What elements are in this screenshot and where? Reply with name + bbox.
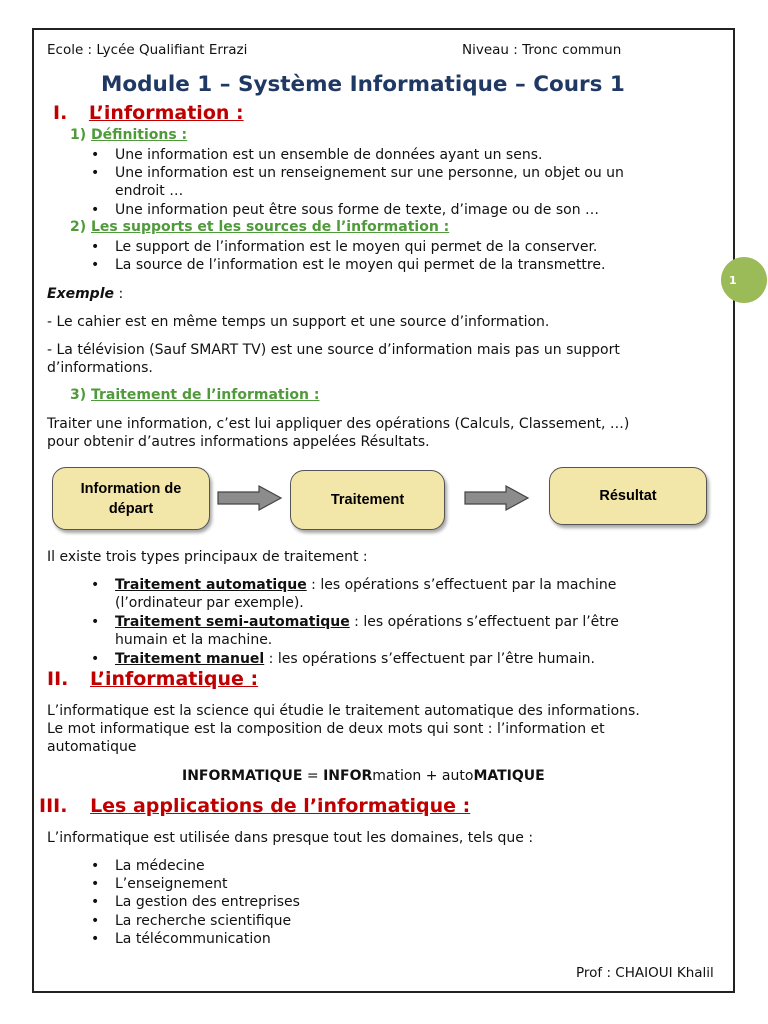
domain-text: La médecine (115, 858, 205, 874)
informatique-line-2: Le mot informatique est la composition de deux mots qui sont : l’information et (47, 721, 605, 737)
subsection-2-number: 2) (70, 219, 87, 235)
section-1-heading (53, 102, 244, 124)
definition-text: endroit … (115, 183, 184, 199)
subsection-3-number: 3) (70, 387, 87, 403)
bullet-icon: • (91, 165, 100, 181)
subsection-2-title: Les supports et les sources de l’information : (91, 219, 450, 235)
bullet-icon: • (91, 147, 100, 163)
example-label: Exemple (47, 286, 114, 302)
applications-intro: L’informatique est utilisée dans presque tout les domaines, tels que : (47, 830, 534, 846)
diagram-box-input (52, 467, 210, 530)
bullet-icon: • (91, 876, 100, 892)
school-name: Ecole : Lycée Qualifiant Errazi (47, 42, 248, 58)
formula-term: INFORMATIQUE (182, 768, 303, 784)
diagram-box-process (290, 470, 445, 530)
domain-text: La gestion des entreprises (115, 894, 300, 910)
domain-text: La recherche scientifique (115, 913, 292, 929)
list-item-continuation: humain et la machine. (115, 632, 273, 648)
subsection-3-title: Traitement de l’information : (91, 387, 320, 403)
bullet-icon: • (91, 614, 100, 630)
types-intro: Il existe trois types principaux de traitement : (47, 549, 368, 565)
arrow-right-icon (464, 484, 530, 512)
treatment-line-2: pour obtenir d’autres informations appelées Résultats. (47, 434, 430, 450)
informatique-line-3: automatique (47, 739, 137, 755)
section-2-heading (47, 668, 258, 690)
bullet-icon: • (91, 239, 100, 255)
example-2-line-2: d’informations. (47, 360, 153, 376)
list-item (91, 576, 617, 594)
bullet-icon: • (91, 931, 100, 947)
page-title: Module 1 – Système Informatique – Cours 1 (101, 72, 625, 97)
bullet-icon: • (91, 257, 100, 273)
subsection-1-number: 1) (70, 127, 87, 143)
example-heading: Exemple : (47, 286, 124, 302)
section-3-heading (39, 795, 470, 817)
support-text: Le support de l’information est le moyen qui permet de la conserver. (115, 239, 598, 255)
list-item (91, 912, 292, 930)
example-2-line-1: - La télévision (Sauf SMART TV) est une source d’information mais pas un support (47, 342, 620, 358)
list-item (91, 650, 595, 668)
definition-text: Une information est un ensemble de données ayant un sens. (115, 147, 543, 163)
formula-part-2: MATIQUE (473, 768, 545, 784)
arrow-right-icon (217, 484, 283, 512)
informatique-line-1: L’informatique est la science qui étudie le traitement automatique des informations. (47, 703, 640, 719)
domain-text: La télécommunication (115, 931, 271, 947)
section-3-title: Les applications de l’informatique : (90, 795, 471, 817)
diagram-box-input-line-1: Information de (80, 480, 182, 497)
example-1: - Le cahier est en même temps un support et une source d’information. (47, 314, 550, 330)
section-2-title: L’informatique : (89, 668, 259, 690)
bullet-icon: • (91, 202, 100, 218)
list-item (91, 613, 619, 631)
definition-text: Une information peut être sous forme de texte, d’image ou de son … (115, 202, 600, 218)
type-desc: : les opérations s’effectuent par la machine (306, 577, 617, 593)
bullet-icon: • (91, 577, 100, 593)
type-desc: : les opérations s’effectuent par l’être humain. (264, 651, 595, 667)
bullet-icon: • (91, 858, 100, 874)
section-1-number: I. (53, 102, 68, 124)
diagram-box-process-label: Traitement (330, 492, 405, 508)
type-term: Traitement manuel (115, 651, 265, 667)
level-label: Niveau : Tronc commun (462, 42, 622, 58)
footer-author: Prof : CHAIOUI Khalil (576, 965, 714, 981)
list-item (91, 201, 600, 219)
subsection-2-heading (70, 219, 449, 235)
bullet-icon: • (91, 651, 100, 667)
section-1-title: L’information : (88, 102, 244, 124)
list-item-continuation (115, 182, 183, 200)
bullet-icon: • (91, 913, 100, 929)
definition-text: Une information est un renseignement sur une personne, un objet ou un (115, 165, 624, 181)
subsection-1-title: Définitions : (91, 127, 188, 143)
list-item-continuation: (l’ordinateur par exemple). (115, 595, 304, 611)
formula: INFORMATIQUE = INFORmation + autoMATIQUE (182, 768, 545, 784)
bullet-icon: • (91, 894, 100, 910)
section-3-number: III. (39, 795, 68, 817)
list-item (91, 857, 205, 875)
treatment-line-1: Traiter une information, c’est lui appliquer des opérations (Calculs, Classement, …) (47, 416, 630, 432)
page-number-badge (721, 257, 767, 303)
type-term: Traitement semi-automatique (115, 614, 350, 630)
type-term: Traitement automatique (115, 577, 307, 593)
list-item (91, 164, 624, 182)
list-item (91, 146, 543, 164)
list-item (91, 893, 300, 911)
domain-text: L’enseignement (115, 876, 228, 892)
diagram-box-result-label: Résultat (599, 488, 657, 504)
section-2-number: II. (47, 668, 69, 690)
subsection-1-heading (70, 127, 187, 143)
diagram-box-result (549, 467, 707, 525)
page-number: 1 (729, 273, 737, 287)
list-item (91, 256, 606, 274)
type-desc: : les opérations s’effectuent par l’être (349, 614, 619, 630)
formula-part-1: INFOR (323, 768, 373, 784)
list-item (91, 875, 228, 893)
subsection-3-heading (70, 387, 319, 403)
list-item (91, 238, 598, 256)
source-text: La source de l’information est le moyen qui permet de la transmettre. (115, 257, 606, 273)
diagram-box-input-line-2: départ (108, 500, 154, 517)
list-item (91, 930, 271, 948)
